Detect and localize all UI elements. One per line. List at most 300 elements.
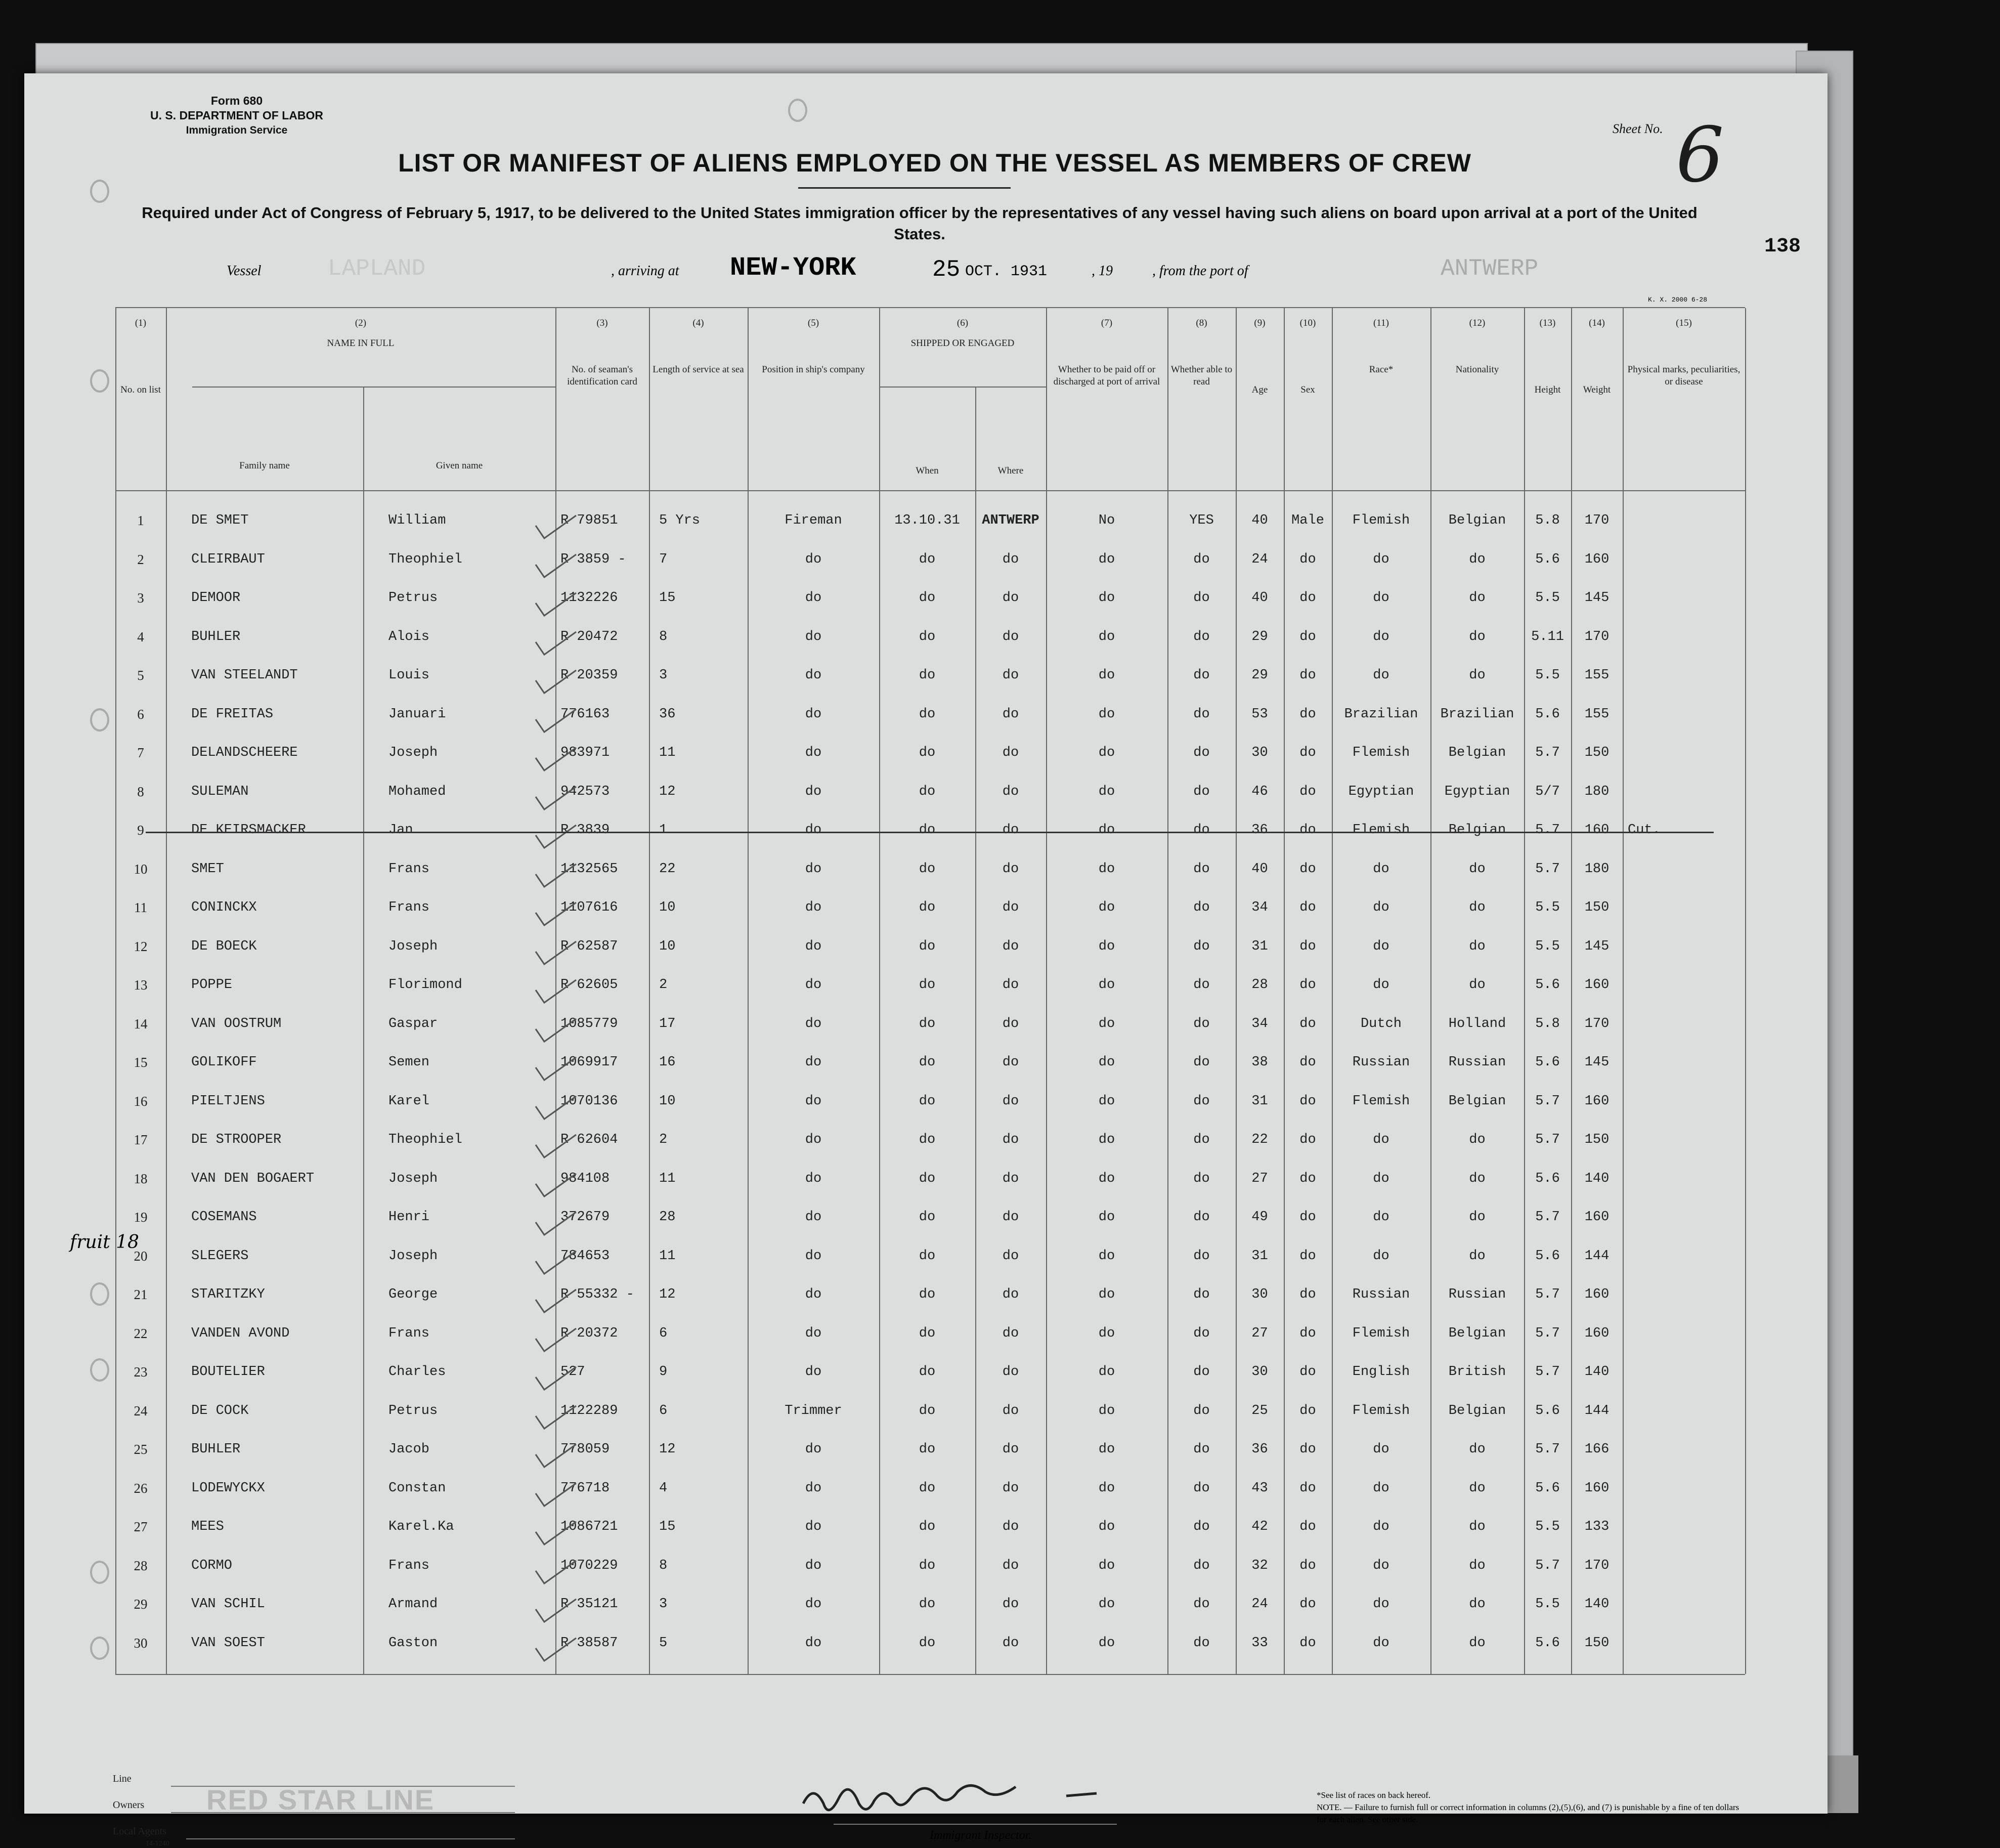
table-row	[115, 1016, 1745, 1055]
cell-nationality: Belgian	[1448, 1403, 1506, 1419]
cell-service: 12	[659, 1442, 676, 1457]
cell-card: R 62604	[560, 1132, 618, 1147]
cell-read: do	[1193, 1016, 1210, 1032]
cell-service: 17	[659, 1016, 676, 1032]
cell-no: 5	[137, 668, 144, 683]
cell-where: do	[1002, 1325, 1019, 1341]
cell-height: 5.5	[1535, 590, 1560, 606]
cell-service: 15	[659, 1519, 676, 1534]
cell-family: VAN OOSTRUM	[191, 1016, 282, 1032]
cell-paid: do	[1098, 1210, 1115, 1225]
cell-card: 778059	[560, 1442, 610, 1457]
cell-family: DE BOECK	[191, 938, 257, 954]
cell-sex: do	[1299, 1210, 1316, 1225]
cell-paid: do	[1098, 1016, 1115, 1032]
cell-read: do	[1193, 900, 1210, 915]
table-row	[115, 629, 1745, 668]
check-mark-icon	[533, 552, 579, 582]
cell-age: 29	[1251, 668, 1268, 683]
cell-position: Fireman	[785, 513, 842, 528]
department: U. S. DEPARTMENT OF LABOR	[150, 109, 323, 122]
table-row	[115, 1442, 1745, 1480]
cell-height: 5.7	[1535, 861, 1560, 877]
cell-where: do	[1002, 1403, 1019, 1419]
cell-read: do	[1193, 1558, 1210, 1573]
company-stamp: RED STAR LINE	[206, 1784, 435, 1816]
cell-sex: do	[1299, 861, 1316, 877]
table-row	[115, 900, 1745, 938]
check-mark-icon	[533, 1481, 579, 1511]
table-row	[115, 1558, 1745, 1597]
cell-no: 19	[134, 1210, 148, 1225]
punch-hole	[90, 1282, 109, 1306]
cell-sex: do	[1299, 1364, 1316, 1380]
cell-where: do	[1002, 1132, 1019, 1147]
cell-given: Frans	[388, 900, 430, 915]
cell-no: 13	[134, 977, 148, 993]
cell-race: do	[1373, 551, 1389, 567]
cell-when: do	[919, 823, 936, 838]
cell-no: 25	[134, 1442, 148, 1457]
cell-race: do	[1373, 1442, 1389, 1457]
check-mark-icon	[533, 862, 579, 892]
cell-service: 1	[659, 823, 668, 838]
cell-weight: 150	[1584, 900, 1610, 915]
arrival-day: 25	[932, 256, 961, 283]
cell-when: do	[919, 900, 936, 915]
cell-sex: do	[1299, 706, 1316, 722]
check-mark-icon	[533, 668, 579, 698]
cell-card: R 35121	[560, 1597, 618, 1612]
column-number: (7)	[1101, 318, 1113, 328]
cell-age: 30	[1251, 1364, 1268, 1380]
cell-paid: do	[1098, 1558, 1115, 1573]
cell-position: do	[805, 1442, 822, 1457]
cell-family: DEMOOR	[191, 590, 241, 606]
check-mark-icon	[533, 900, 579, 930]
cell-position: do	[805, 1364, 822, 1380]
cell-paid: do	[1098, 1635, 1115, 1651]
punch-hole	[90, 369, 109, 393]
manifest-page	[24, 73, 1828, 1847]
cell-no: 10	[134, 861, 148, 877]
cell-paid: do	[1098, 1480, 1115, 1496]
cell-read: YES	[1189, 513, 1214, 528]
check-mark-icon	[533, 1442, 579, 1472]
check-mark-icon	[533, 1171, 579, 1201]
cell-card: 527	[560, 1364, 585, 1380]
cell-given: William	[388, 513, 446, 528]
cell-card: R 3839	[560, 823, 610, 838]
column-number: (2)	[355, 318, 367, 328]
agents-field	[186, 1838, 515, 1839]
cell-race: English	[1352, 1364, 1410, 1380]
cell-card: 1070229	[560, 1558, 618, 1573]
cell-paid: do	[1098, 1364, 1115, 1380]
cell-paid: do	[1098, 1519, 1115, 1534]
cell-age: 22	[1251, 1132, 1268, 1147]
column-number: (13)	[1539, 318, 1556, 328]
cell-age: 31	[1251, 1248, 1268, 1264]
cell-sex: do	[1299, 745, 1316, 760]
name-subheader-rule	[192, 386, 555, 388]
cell-sex: do	[1299, 1442, 1316, 1457]
punch-hole	[90, 180, 109, 203]
form-id-block	[125, 94, 348, 138]
cell-weight: 150	[1584, 1635, 1610, 1651]
cell-when: do	[919, 1210, 936, 1225]
cell-service: 6	[659, 1325, 668, 1341]
cell-sex: do	[1299, 1016, 1316, 1032]
punch-hole	[90, 1358, 109, 1382]
cell-no: 21	[134, 1287, 148, 1302]
origin-port: ANTWERP	[1441, 255, 1539, 282]
column-subheader: Given name	[436, 460, 483, 471]
cell-height: 5.6	[1535, 1635, 1560, 1651]
cell-read: do	[1193, 1210, 1210, 1225]
cell-card: 1107616	[560, 900, 618, 915]
strike-through-line	[146, 832, 1714, 833]
cell-height: 5.6	[1535, 1403, 1560, 1419]
cell-sex: do	[1299, 1597, 1316, 1612]
cell-card: 1122289	[560, 1403, 618, 1419]
check-mark-icon	[533, 1094, 579, 1124]
column-subheader: Family name	[239, 460, 290, 471]
cell-height: 5.5	[1535, 938, 1560, 954]
cell-marks: Cut.	[1628, 823, 1661, 838]
cell-age: 34	[1251, 900, 1268, 915]
cell-sex: do	[1299, 1403, 1316, 1419]
cell-nationality: Russian	[1448, 1055, 1506, 1070]
cell-weight: 160	[1584, 823, 1610, 838]
cell-read: do	[1193, 1055, 1210, 1070]
cell-service: 12	[659, 1287, 676, 1302]
cell-read: do	[1193, 1364, 1210, 1380]
cell-sex: do	[1299, 590, 1316, 606]
cell-height: 5.6	[1535, 706, 1560, 722]
cell-nationality: do	[1469, 1597, 1486, 1612]
cell-read: do	[1193, 706, 1210, 722]
cell-read: do	[1193, 590, 1210, 606]
table-row	[115, 552, 1745, 590]
cell-read: do	[1193, 1171, 1210, 1186]
cell-height: 5.6	[1535, 977, 1560, 993]
cell-race: do	[1373, 668, 1389, 683]
cell-given: Karel.Ka	[388, 1519, 454, 1534]
column-header: Race*	[1369, 364, 1394, 375]
cell-given: Frans	[388, 861, 430, 877]
cell-age: 25	[1251, 1403, 1268, 1419]
cell-family: STARITZKY	[191, 1287, 265, 1302]
cell-race: do	[1373, 629, 1389, 644]
column-subheader: When	[916, 465, 939, 476]
footer-notes	[1317, 1789, 1747, 1826]
cell-service: 15	[659, 590, 676, 606]
cell-family: VAN SOEST	[191, 1635, 265, 1651]
cell-position: do	[805, 977, 822, 993]
cell-card: 776718	[560, 1480, 610, 1496]
cell-when: do	[919, 784, 936, 799]
cell-position: do	[805, 1597, 822, 1612]
cell-given: Gaspar	[388, 1016, 438, 1032]
table-row	[115, 1249, 1745, 1287]
cell-when: do	[919, 1171, 936, 1186]
cell-no: 30	[134, 1635, 148, 1651]
cell-nationality: do	[1469, 1171, 1486, 1186]
cell-family: DELANDSCHEERE	[191, 745, 298, 760]
cell-nationality: Belgian	[1448, 1325, 1506, 1341]
check-mark-icon	[533, 1055, 579, 1085]
cell-no: 6	[137, 706, 144, 722]
column-header: NAME IN FULL	[327, 338, 395, 349]
column-number: (15)	[1676, 318, 1692, 328]
cell-paid: do	[1098, 706, 1115, 722]
cell-no: 1	[137, 513, 144, 528]
check-mark-icon	[533, 629, 579, 660]
cell-card: R 20472	[560, 629, 618, 644]
cell-card: 1085779	[560, 1016, 618, 1032]
column-number: (11)	[1373, 318, 1389, 328]
cell-when: do	[919, 861, 936, 877]
cell-read: do	[1193, 1325, 1210, 1341]
check-mark-icon	[533, 784, 579, 814]
cell-no: 23	[134, 1364, 148, 1380]
cell-where: do	[1002, 1093, 1019, 1109]
cell-position: do	[805, 861, 822, 877]
cell-weight: 180	[1584, 784, 1610, 799]
cell-race: do	[1373, 1480, 1389, 1496]
cell-family: DE KEIRSMACKER	[191, 823, 306, 838]
cell-height: 5.6	[1535, 1171, 1560, 1186]
punch-hole	[90, 1637, 109, 1660]
check-mark-icon	[533, 1210, 579, 1240]
sheet-number: 6	[1676, 111, 1724, 199]
cell-weight: 133	[1584, 1519, 1610, 1534]
cell-race: do	[1373, 861, 1389, 877]
inspector-line	[834, 1824, 1117, 1825]
cell-service: 28	[659, 1210, 676, 1225]
cell-card: 1069917	[560, 1055, 618, 1070]
cell-race: do	[1373, 1171, 1389, 1186]
cell-nationality: Belgian	[1448, 513, 1506, 528]
cell-no: 16	[134, 1093, 148, 1109]
cell-family: GOLIKOFF	[191, 1055, 257, 1070]
cell-nationality: do	[1469, 551, 1486, 567]
check-mark-icon	[533, 745, 579, 776]
table-row	[115, 668, 1745, 706]
column-header: Sex	[1300, 384, 1315, 395]
cell-paid: do	[1098, 977, 1115, 993]
cell-given: Constan	[388, 1480, 446, 1496]
cell-given: Januari	[388, 706, 446, 722]
cell-where: do	[1002, 1635, 1019, 1651]
cell-read: do	[1193, 745, 1210, 760]
cell-where: do	[1002, 551, 1019, 567]
cell-where: do	[1002, 784, 1019, 799]
cell-where: do	[1002, 1442, 1019, 1457]
cell-card: 1086721	[560, 1519, 618, 1534]
cell-no: 17	[134, 1132, 148, 1147]
cell-weight: 155	[1584, 706, 1610, 722]
cell-no: 27	[134, 1519, 148, 1534]
cell-family: POPPE	[191, 977, 233, 993]
table-row	[115, 590, 1745, 629]
cell-nationality: Brazilian	[1440, 706, 1514, 722]
table-row	[115, 1210, 1745, 1248]
cell-height: 5.5	[1535, 1597, 1560, 1612]
cell-position: do	[805, 1248, 822, 1264]
cell-where: do	[1002, 1171, 1019, 1186]
cell-service: 3	[659, 668, 668, 683]
cell-when: do	[919, 1442, 936, 1457]
inspector-label: Immigrant Inspector.	[930, 1829, 1032, 1842]
cell-family: BUHLER	[191, 1442, 241, 1457]
column-number: (10)	[1299, 318, 1316, 328]
cell-age: 29	[1251, 629, 1268, 644]
cell-family: CONINCKX	[191, 900, 257, 915]
cell-paid: do	[1098, 1287, 1115, 1302]
cell-sex: do	[1299, 1055, 1316, 1070]
cell-race: Brazilian	[1344, 706, 1418, 722]
cell-weight: 145	[1584, 938, 1610, 954]
cell-age: 28	[1251, 977, 1268, 993]
table-row	[115, 1287, 1745, 1325]
cell-weight: 170	[1584, 629, 1610, 644]
cell-service: 2	[659, 1132, 668, 1147]
cell-where: do	[1002, 938, 1019, 954]
cell-position: Trimmer	[785, 1403, 842, 1419]
page-title: LIST OR MANIFEST OF ALIENS EMPLOYED ON THE VESSEL AS MEMBERS OF CREW	[398, 149, 1471, 177]
cell-position: do	[805, 551, 822, 567]
cell-height: 5.7	[1535, 745, 1560, 760]
check-mark-icon	[533, 1519, 579, 1550]
cell-when: do	[919, 551, 936, 567]
cell-family: BOUTELIER	[191, 1364, 265, 1380]
cell-race: do	[1373, 1210, 1389, 1225]
cell-sex: do	[1299, 1132, 1316, 1147]
header-bottom-rule	[115, 490, 1745, 491]
cell-paid: do	[1098, 823, 1115, 838]
cell-sex: do	[1299, 1480, 1316, 1496]
table-row	[115, 1132, 1745, 1171]
cell-height: 5.8	[1535, 513, 1560, 528]
cell-read: do	[1193, 784, 1210, 799]
cell-weight: 170	[1584, 513, 1610, 528]
from-label: , from the port of	[1152, 263, 1248, 279]
cell-where: do	[1002, 823, 1019, 838]
cell-read: do	[1193, 1442, 1210, 1457]
cell-weight: 140	[1584, 1364, 1610, 1380]
cell-nationality: Holland	[1448, 1016, 1506, 1032]
column-header: Age	[1251, 384, 1268, 395]
cell-position: do	[805, 1210, 822, 1225]
cell-card: 776163	[560, 706, 610, 722]
cell-race: do	[1373, 938, 1389, 954]
cell-read: do	[1193, 823, 1210, 838]
cell-race: Flemish	[1352, 1093, 1410, 1109]
column-number: (4)	[692, 318, 704, 328]
cell-no: 28	[134, 1558, 148, 1573]
column-number: (9)	[1254, 318, 1266, 328]
table-row	[115, 707, 1745, 745]
vessel-name: LAPLAND	[328, 255, 426, 282]
cell-age: 24	[1251, 551, 1268, 567]
cell-read: do	[1193, 1403, 1210, 1419]
cell-paid: No	[1098, 513, 1115, 528]
cell-nationality: do	[1469, 977, 1486, 993]
cell-nationality: Belgian	[1448, 745, 1506, 760]
cell-no: 24	[134, 1403, 148, 1419]
cell-when: 13.10.31	[894, 513, 960, 528]
cell-weight: 160	[1584, 551, 1610, 567]
cell-family: VAN SCHIL	[191, 1597, 265, 1612]
cell-card: R 79851	[560, 513, 618, 528]
cell-position: do	[805, 629, 822, 644]
cell-age: 30	[1251, 1287, 1268, 1302]
required-text: Required under Act of Congress of February 5, 1917, to be delivered to the United States immigration officer by the representatives of any vessel having such aliens on board upon arrival at a port of the United States.	[142, 204, 1698, 243]
cell-age: 40	[1251, 590, 1268, 606]
cell-card: 372679	[560, 1210, 610, 1225]
cell-family: VAN STEELANDT	[191, 668, 298, 683]
punch-hole	[90, 1561, 109, 1584]
cell-where: do	[1002, 977, 1019, 993]
year-label: , 19	[1092, 263, 1113, 279]
column-header: SHIPPED OR ENGAGED	[910, 338, 1015, 349]
arrival-port: NEW-YORK	[730, 253, 856, 283]
cell-service: 22	[659, 861, 676, 877]
cell-given: Henri	[388, 1210, 430, 1225]
cell-where: do	[1002, 1597, 1019, 1612]
cell-position: do	[805, 1519, 822, 1534]
cell-when: do	[919, 668, 936, 683]
cell-where: do	[1002, 590, 1019, 606]
cell-age: 46	[1251, 784, 1268, 799]
check-mark-icon	[533, 977, 579, 1008]
cell-no: 7	[137, 745, 144, 760]
punch-hole	[90, 708, 109, 732]
cell-service: 5	[659, 1635, 668, 1651]
cell-when: do	[919, 1016, 936, 1032]
cell-sex: do	[1299, 1325, 1316, 1341]
cell-given: Armand	[388, 1597, 438, 1612]
cell-position: do	[805, 1287, 822, 1302]
cell-weight: 180	[1584, 861, 1610, 877]
form-number: Form 680	[210, 94, 263, 107]
table-row	[115, 823, 1745, 861]
table-row	[115, 1636, 1745, 1674]
cell-no: 11	[134, 900, 147, 915]
cell-position: do	[805, 1635, 822, 1651]
cell-race: Egyptian	[1348, 784, 1414, 799]
cell-race: do	[1373, 1558, 1389, 1573]
cell-given: Gaston	[388, 1635, 438, 1651]
stamp-number: 138	[1764, 235, 1801, 258]
check-mark-icon	[533, 823, 579, 853]
cell-sex: do	[1299, 551, 1316, 567]
table-row	[115, 1326, 1745, 1364]
cell-paid: do	[1098, 1132, 1115, 1147]
cell-height: 5.7	[1535, 1558, 1560, 1573]
cell-service: 8	[659, 629, 668, 644]
cell-card: 1132565	[560, 861, 618, 877]
check-mark-icon	[533, 1287, 579, 1317]
cell-card: 784653	[560, 1248, 610, 1264]
cell-no: 20	[134, 1248, 148, 1264]
cell-weight: 166	[1584, 1442, 1610, 1457]
cell-race: do	[1373, 1635, 1389, 1651]
sheet-label: Sheet No.	[1613, 121, 1663, 136]
cell-position: do	[805, 938, 822, 954]
